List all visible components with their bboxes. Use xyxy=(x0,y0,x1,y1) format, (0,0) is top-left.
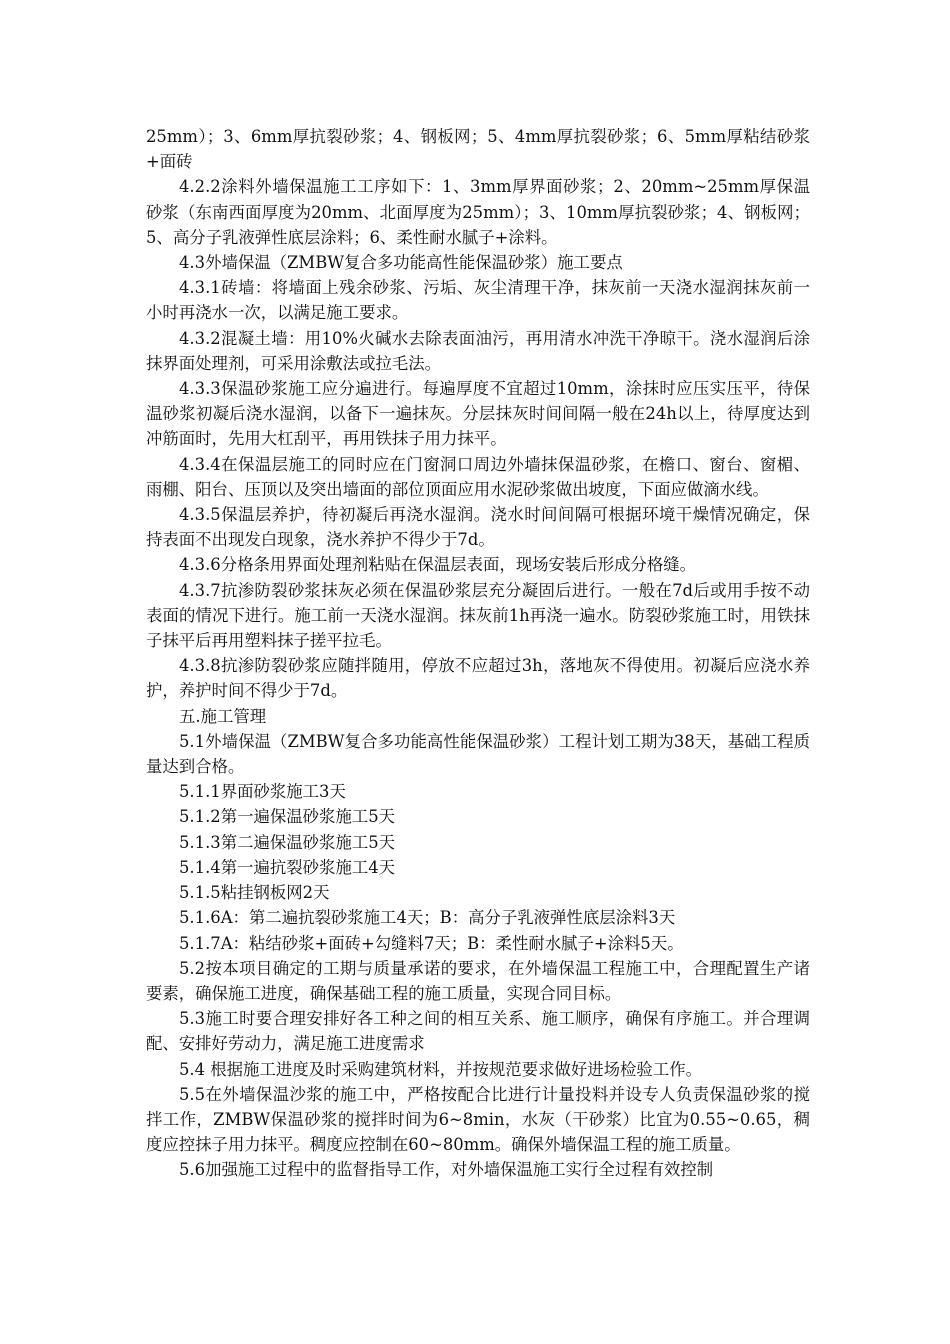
list-item-5-1-5: 5.1.5粘挂钢板网2天 xyxy=(179,883,330,903)
document-body xyxy=(146,124,810,1183)
paragraph-5-4: 5.4 根据施工进度及时采购建筑材料，并按规范要求做好进场检验工作。 xyxy=(179,1059,702,1079)
paragraph-continuation: 25mm）；3、6mm厚抗裂砂浆；4、钢板网；5、4mm厚抗裂砂浆；6、5mm厚粘结砂浆+面砖 xyxy=(146,127,810,172)
list-item-5-1-1: 5.1.1界面砂浆施工3天 xyxy=(179,782,346,802)
paragraph-4-3-6: 4.3.6分格条用界面处理剂粘贴在保温层表面，现场安装后形成分格缝。 xyxy=(179,555,697,575)
paragraph-4-3-3: 4.3.3保温砂浆施工应分遍进行。每遍厚度不宜超过10mm，涂抹时应压实压平，待保温砂浆初凝后浇水湿润，以备下一遍抹灰。分层抹灰时间间隔一般在24h以上，待厚度达到冲筋面时，先用大杠刮平，再用铁抹子用力抹平。 xyxy=(146,379,810,449)
list-item-5-1-2: 5.1.2第一遍保温砂浆施工5天 xyxy=(179,807,396,827)
paragraph-5-5: 5.5在外墙保温沙浆的施工中，严格按配合比进行计量投料并设专人负责保温砂浆的搅拌工作，ZMBW保温砂浆的搅拌时间为6~8min，水灰（干砂浆）比宜为0.55~0.65，稠度应控抹子用力抹平。稠度应控制在60~80mm。确保外墙保温工程的施工质量。 xyxy=(146,1084,810,1155)
paragraph-4-3-4: 4.3.4在保温层施工的同时应在门窗洞口周边外墙抹保温砂浆，在檐口、窗台、窗楣、雨棚、阳台、压顶以及突出墙面的部位顶面应用水泥砂浆做出坡度，下面应做滴水线。 xyxy=(146,454,810,499)
list-item-5-1-4: 5.1.4第一遍抗裂砂浆施工4天 xyxy=(179,857,396,877)
heading-4-3: 4.3外墙保温（ZMBW复合多功能高性能保温砂浆）施工要点 xyxy=(179,253,623,273)
paragraph-4-2-2: 4.2.2涂料外墙保温施工工序如下：1、3mm厚界面砂浆；2、20mm~25mm厚保温砂浆（东南西面厚度为20mm、北面厚度为25mm）；3、10mm厚抗裂砂浆；4、钢板网；5、高分子乳液弹性底层涂料；6、柔性耐水腻子+涂料。 xyxy=(146,177,810,247)
paragraph-5-3: 5.3施工时要合理安排好各工种之间的相互关系、施工顺序，确保有序施工。并合理调配、安排好劳动力，满足施工进度需求 xyxy=(146,1009,810,1054)
section-heading-5: 五.施工管理 xyxy=(179,706,267,726)
list-item-5-1-6: 5.1.6A：第二遍抗裂砂浆施工4天；B：高分子乳液弹性底层涂料3天 xyxy=(179,908,676,928)
paragraph-4-3-5: 4.3.5保温层养护，待初凝后再浇水湿润。浇水时间间隔可根据环境干燥情况确定，保持表面不出现发白现象，浇水养护不得少于7d。 xyxy=(146,505,810,550)
paragraph-4-3-2: 4.3.2混凝土墙：用10%火碱水去除表面油污，再用清水冲洗干净晾干。浇水湿润后涂抹界面处理剂，可采用涂敷法或拉毛法。 xyxy=(146,328,810,373)
paragraph-4-3-7: 4.3.7抗渗防裂砂浆抹灰必须在保温砂浆层充分凝固后进行。一般在7d后或用手按不动表面的情况下进行。施工前一天浇水湿润。抹灰前1h再浇一遍水。防裂砂浆施工时，用铁抹子抹平后再用塑料抹子搓平拉毛。 xyxy=(146,580,810,651)
paragraph-5-6: 5.6加强施工过程中的监督指导工作，对外墙保温施工实行全过程有效控制 xyxy=(179,1160,714,1180)
list-item-5-1-3: 5.1.3第二遍保温砂浆施工5天 xyxy=(179,832,396,852)
paragraph-4-3-1: 4.3.1砖墙：将墙面上残余砂浆、污垢、灰尘清理干净，抹灰前一天浇水湿润抹灰前一小时再浇水一次，以满足施工要求。 xyxy=(146,278,810,323)
paragraph-5-2: 5.2按本项目确定的工期与质量承诺的要求，在外墙保温工程施工中，合理配置生产诸要素，确保施工进度，确保基础工程的施工质量，实现合同目标。 xyxy=(146,958,810,1003)
paragraph-5-1: 5.1外墙保温（ZMBW复合多功能高性能保温砂浆）工程计划工期为38天，基础工程质量达到合格。 xyxy=(146,731,810,777)
list-item-5-1-7: 5.1.7A：粘结砂浆+面砖+勾缝料7天；B：柔性耐水腻子+涂料5天。 xyxy=(179,933,684,953)
paragraph-4-3-8: 4.3.8抗渗防裂砂浆应随拌随用，停放不应超过3h，落地灰不得使用。初凝后应浇水养护，养护时间不得少于7d。 xyxy=(146,656,810,701)
